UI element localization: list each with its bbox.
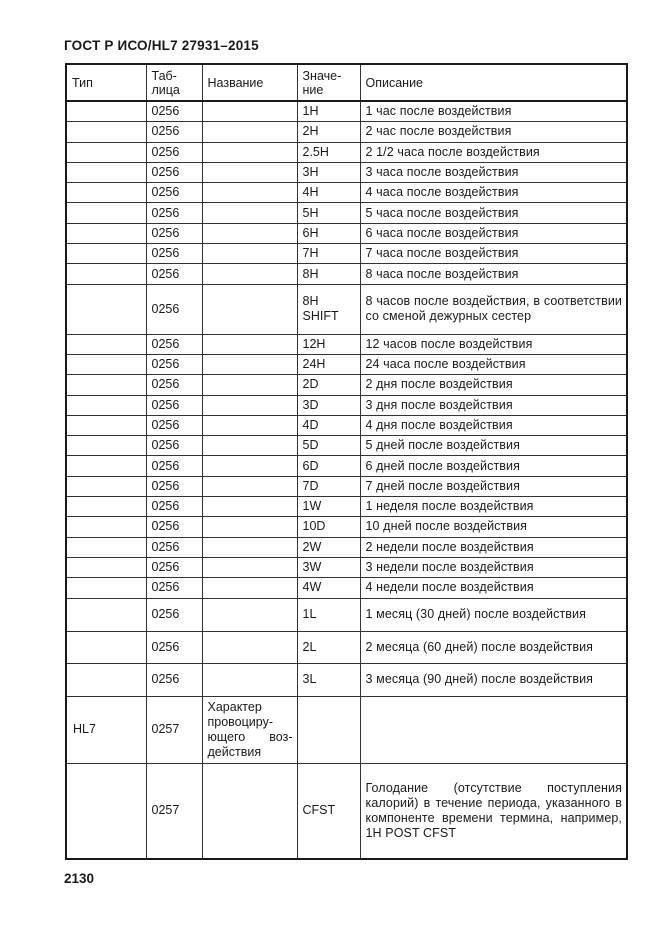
cell-description: 3 дня после воздействия xyxy=(360,395,627,415)
cell-value: 2W xyxy=(297,537,360,557)
cell-name xyxy=(202,517,297,537)
cell-type xyxy=(66,436,146,456)
table-row xyxy=(66,203,627,223)
cell-name xyxy=(202,284,297,334)
cell-name xyxy=(202,122,297,142)
cell-name xyxy=(202,436,297,456)
column-header-description: Описание xyxy=(360,64,627,101)
cell-name xyxy=(202,578,297,598)
cell-value: 7H xyxy=(297,244,360,264)
table-row xyxy=(66,122,627,142)
cell-description: 3 часа после воздействия xyxy=(360,162,627,182)
cell-type xyxy=(66,497,146,517)
cell-type xyxy=(66,354,146,374)
cell-table: 0256 xyxy=(146,203,202,223)
cell-description: 2 час после воздействия xyxy=(360,122,627,142)
table-row xyxy=(66,497,627,517)
cell-value: 1W xyxy=(297,497,360,517)
column-header-table-line1: Таб- xyxy=(151,69,177,83)
cell-name xyxy=(202,631,297,663)
cell-table: 0256 xyxy=(146,598,202,631)
cell-type xyxy=(66,415,146,435)
cell-table: 0256 xyxy=(146,122,202,142)
column-header-value-line1: Значе- xyxy=(302,69,342,83)
cell-table: 0256 xyxy=(146,142,202,162)
cell-name xyxy=(202,244,297,264)
cell-name: Характер провоциру-ющего воз-действия xyxy=(202,696,297,763)
cell-description: 10 дней после воздействия xyxy=(360,517,627,537)
cell-value: 6H xyxy=(297,223,360,243)
cell-description: 3 месяца (90 дней) после воздействия xyxy=(360,663,627,696)
cell-name xyxy=(202,476,297,496)
cell-name xyxy=(202,162,297,182)
cell-name xyxy=(202,334,297,354)
cell-name xyxy=(202,375,297,395)
cell-description xyxy=(360,696,627,763)
cell-name xyxy=(202,415,297,435)
cell-table: 0256 xyxy=(146,284,202,334)
table-row xyxy=(66,598,627,631)
cell-description: 2 1/2 часа после воздействия xyxy=(360,142,627,162)
table-row xyxy=(66,264,627,284)
table-row xyxy=(66,631,627,663)
cell-type xyxy=(66,476,146,496)
table-row xyxy=(66,334,627,354)
cell-table: 0256 xyxy=(146,264,202,284)
cell-type xyxy=(66,763,146,859)
cell-name xyxy=(202,264,297,284)
cell-type xyxy=(66,395,146,415)
cell-name xyxy=(202,557,297,577)
cell-table: 0256 xyxy=(146,476,202,496)
cell-table: 0256 xyxy=(146,223,202,243)
cell-description: 3 недели после воздействия xyxy=(360,557,627,577)
cell-value: 8H xyxy=(297,264,360,284)
cell-name xyxy=(202,497,297,517)
cell-description: 24 часа после воздействия xyxy=(360,354,627,374)
cell-description: 7 дней после воздействия xyxy=(360,476,627,496)
table-row xyxy=(66,223,627,243)
cell-description: 12 часов после воздействия xyxy=(360,334,627,354)
cell-value: 24H xyxy=(297,354,360,374)
table-row xyxy=(66,142,627,162)
cell-description: 1 месяц (30 дней) после воздействия xyxy=(360,598,627,631)
cell-value: CFST xyxy=(297,763,360,859)
cell-type xyxy=(66,101,146,122)
table-row xyxy=(66,557,627,577)
column-header-type: Тип xyxy=(66,64,146,101)
table-row xyxy=(66,763,627,859)
table-row xyxy=(66,456,627,476)
table-row xyxy=(66,663,627,696)
column-header-value xyxy=(297,64,360,101)
cell-table: 0256 xyxy=(146,578,202,598)
codes-table xyxy=(65,63,628,860)
cell-table: 0256 xyxy=(146,497,202,517)
cell-value: 8H SHIFT xyxy=(297,284,360,334)
cell-table: 0256 xyxy=(146,631,202,663)
table-header-row xyxy=(66,64,627,101)
cell-type xyxy=(66,284,146,334)
page-number: 2130 xyxy=(64,871,95,886)
cell-value: 1H xyxy=(297,101,360,122)
cell-name xyxy=(202,537,297,557)
cell-table: 0256 xyxy=(146,101,202,122)
table-row xyxy=(66,415,627,435)
table-row xyxy=(66,101,627,122)
cell-type xyxy=(66,203,146,223)
cell-type xyxy=(66,537,146,557)
cell-table: 0256 xyxy=(146,557,202,577)
cell-description: 4 дня после воздействия xyxy=(360,415,627,435)
cell-type xyxy=(66,162,146,182)
cell-table: 0257 xyxy=(146,696,202,763)
cell-value: 10D xyxy=(297,517,360,537)
cell-table: 0256 xyxy=(146,354,202,374)
table-row xyxy=(66,244,627,264)
cell-table: 0257 xyxy=(146,763,202,859)
cell-type xyxy=(66,334,146,354)
table-row xyxy=(66,183,627,203)
column-header-name: Название xyxy=(202,64,297,101)
cell-type xyxy=(66,663,146,696)
cell-type: HL7 xyxy=(66,696,146,763)
cell-name xyxy=(202,354,297,374)
cell-type xyxy=(66,183,146,203)
cell-description: 8 часа после воздействия xyxy=(360,264,627,284)
cell-description: 5 дней после воздействия xyxy=(360,436,627,456)
cell-type xyxy=(66,223,146,243)
cell-description: 4 часа после воздействия xyxy=(360,183,627,203)
table-row xyxy=(66,395,627,415)
cell-type xyxy=(66,578,146,598)
cell-description: 2 дня после воздействия xyxy=(360,375,627,395)
table-row xyxy=(66,162,627,182)
cell-value: 7D xyxy=(297,476,360,496)
table-row xyxy=(66,476,627,496)
table-row xyxy=(66,436,627,456)
cell-value xyxy=(297,696,360,763)
cell-value: 2D xyxy=(297,375,360,395)
cell-description: 5 часа после воздействия xyxy=(360,203,627,223)
table-row xyxy=(66,537,627,557)
cell-value: 2.5H xyxy=(297,142,360,162)
table-row xyxy=(66,284,627,334)
cell-name xyxy=(202,763,297,859)
cell-value: 4W xyxy=(297,578,360,598)
cell-table: 0256 xyxy=(146,375,202,395)
cell-description: 8 часов после воздействия, в соответствии со сменой дежурных сестер xyxy=(360,284,627,334)
table-row xyxy=(66,517,627,537)
cell-value: 6D xyxy=(297,456,360,476)
column-header-table-line2: лица xyxy=(151,83,180,97)
cell-type xyxy=(66,598,146,631)
cell-value: 4H xyxy=(297,183,360,203)
cell-table: 0256 xyxy=(146,436,202,456)
cell-type xyxy=(66,375,146,395)
cell-value: 2H xyxy=(297,122,360,142)
cell-type xyxy=(66,122,146,142)
cell-table: 0256 xyxy=(146,537,202,557)
cell-table: 0256 xyxy=(146,183,202,203)
cell-description: 7 часа после воздействия xyxy=(360,244,627,264)
table-row xyxy=(66,578,627,598)
cell-description: 6 часа после воздействия xyxy=(360,223,627,243)
cell-value: 4D xyxy=(297,415,360,435)
cell-type xyxy=(66,142,146,162)
cell-description: 1 час после воздействия xyxy=(360,101,627,122)
cell-table: 0256 xyxy=(146,663,202,696)
cell-description: 2 недели после воздействия xyxy=(360,537,627,557)
cell-name xyxy=(202,456,297,476)
cell-value: 12H xyxy=(297,334,360,354)
table-row xyxy=(66,354,627,374)
cell-type xyxy=(66,456,146,476)
cell-description: Голодание (отсутствие поступления калорий) в течение периода, указанного в компоненте времени термина, например, 1H POST CFST xyxy=(360,763,627,859)
cell-type xyxy=(66,244,146,264)
cell-table: 0256 xyxy=(146,162,202,182)
cell-value: 3H xyxy=(297,162,360,182)
table-row xyxy=(66,696,627,763)
column-header-table xyxy=(146,64,202,101)
cell-table: 0256 xyxy=(146,415,202,435)
cell-description: 4 недели после воздействия xyxy=(360,578,627,598)
cell-description: 6 дней после воздействия xyxy=(360,456,627,476)
document-header: ГОСТ Р ИСО/HL7 27931–2015 xyxy=(64,38,259,53)
cell-table: 0256 xyxy=(146,244,202,264)
cell-value: 3L xyxy=(297,663,360,696)
cell-table: 0256 xyxy=(146,395,202,415)
cell-value: 5D xyxy=(297,436,360,456)
cell-table: 0256 xyxy=(146,456,202,476)
cell-value: 1L xyxy=(297,598,360,631)
cell-type xyxy=(66,631,146,663)
cell-name xyxy=(202,101,297,122)
cell-name xyxy=(202,203,297,223)
cell-name xyxy=(202,598,297,631)
cell-value: 5H xyxy=(297,203,360,223)
cell-table: 0256 xyxy=(146,517,202,537)
table-row xyxy=(66,375,627,395)
cell-description: 2 месяца (60 дней) после воздействия xyxy=(360,631,627,663)
cell-value: 2L xyxy=(297,631,360,663)
column-header-value-line2: ние xyxy=(302,83,324,97)
cell-type xyxy=(66,264,146,284)
cell-value: 3W xyxy=(297,557,360,577)
cell-name xyxy=(202,223,297,243)
cell-name xyxy=(202,663,297,696)
cell-value: 3D xyxy=(297,395,360,415)
cell-table: 0256 xyxy=(146,334,202,354)
cell-description: 1 неделя после воздействия xyxy=(360,497,627,517)
table-body xyxy=(66,101,627,859)
cell-name xyxy=(202,183,297,203)
cell-type xyxy=(66,557,146,577)
cell-type xyxy=(66,517,146,537)
cell-name xyxy=(202,395,297,415)
cell-name xyxy=(202,142,297,162)
